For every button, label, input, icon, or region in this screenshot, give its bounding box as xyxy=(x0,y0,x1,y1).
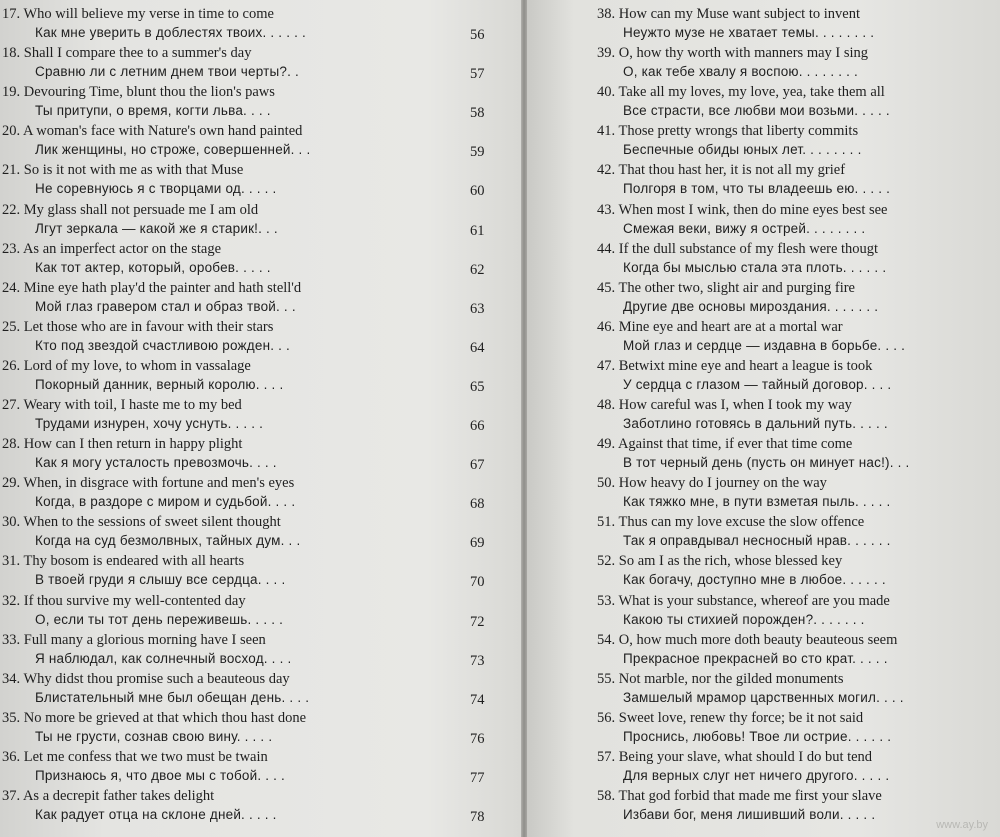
toc-entry xyxy=(0,318,521,358)
sonnet-first-line: 27. Weary with toil, I haste me to my bed xyxy=(2,397,242,413)
toc-entry xyxy=(527,552,1000,592)
toc-entry xyxy=(0,357,521,397)
toc-entry xyxy=(0,631,521,671)
toc-entry xyxy=(0,748,521,788)
toc-entry xyxy=(527,5,1000,45)
sonnet-first-line: 48. How careful was I, when I took my way xyxy=(597,397,852,413)
toc-entry xyxy=(0,240,521,280)
translation-first-line: Для верных слуг нет ничего другого. . . . . xyxy=(623,767,890,783)
page-number: 61 xyxy=(470,222,485,239)
sonnet-first-line: 56. Sweet love, renew thy force; be it not said xyxy=(597,709,864,726)
page-number: 65 xyxy=(470,378,485,395)
toc-entry xyxy=(527,122,1000,162)
page-number: 63 xyxy=(470,300,485,317)
sonnet-first-line: 40. Take all my loves, my love, yea, take them all xyxy=(597,84,885,101)
sonnet-first-line: 23. As an imperfect actor on the stage xyxy=(2,240,222,257)
page-number: 69 xyxy=(470,535,485,552)
page-number: 57 xyxy=(470,66,485,83)
toc-entry xyxy=(527,670,1000,710)
sonnet-first-line: 39. O, how thy worth with manners may I sing xyxy=(597,45,869,62)
sonnet-first-line: 29. When, in disgrace with fortune and men's eyes xyxy=(2,475,295,492)
translation-first-line: Смежая веки, вижу я острей. . . . . . . . xyxy=(623,220,866,236)
translation-first-line: Покорный данник, верный королю. . . . xyxy=(35,376,284,392)
translation-first-line: Когда бы мыслью стала эта плоть. . . . . . xyxy=(623,259,887,275)
translation-first-line: Ты не грусти, сознав свою вину. . . . . xyxy=(35,728,273,744)
translation-first-line: Заботлино готовясь в дальний путь. . . . . xyxy=(623,416,888,431)
sonnet-first-line: 38. How can my Muse want subject to invent xyxy=(597,6,860,22)
translation-first-line: Трудами изнурен, хочу уснуть. . . . . xyxy=(35,416,264,431)
translation-first-line: Как богачу, доступно мне в любое. . . . . . xyxy=(623,572,886,588)
translation-first-line: О, как тебе хвалу я воспою. . . . . . . . xyxy=(623,64,858,80)
sonnet-first-line: 30. When to the sessions of sweet silent thought xyxy=(2,514,281,531)
page-number: 76 xyxy=(470,730,485,747)
page-number: 64 xyxy=(470,339,485,356)
toc-entry xyxy=(527,435,1000,475)
translation-first-line: Сравню ли с летним днем твои черты?. . xyxy=(35,64,299,80)
page-number: 73 xyxy=(470,652,485,669)
translation-first-line: Как тот актер, который, оробев. . . . . xyxy=(35,259,271,275)
translation-first-line: Когда, в раздоре с миром и судьбой. . . . xyxy=(35,494,296,510)
toc-entry xyxy=(0,5,521,45)
toc-entry xyxy=(527,787,1000,827)
toc-entry xyxy=(527,748,1000,788)
sonnet-first-line: 25. Let those who are in favour with their stars xyxy=(2,318,274,335)
sonnet-first-line: 24. Mine eye hath play'd the painter and hath stell'd xyxy=(2,279,302,296)
sonnet-first-line: 44. If the dull substance of my flesh were thougt xyxy=(597,240,879,257)
translation-first-line: Мой глаз гравером стал и образ твой. . . xyxy=(35,298,296,314)
page-number: 72 xyxy=(470,613,485,630)
sonnet-first-line: 53. What is your substance, whereof are you made xyxy=(597,592,890,609)
translation-first-line: Блистательный мне был обещан день. . . . xyxy=(35,689,310,705)
translation-first-line: В твоей груди я слышу все сердца. . . . xyxy=(35,572,286,588)
translation-first-line: У сердца с глазом — тайный договор. . . . xyxy=(623,376,892,392)
sonnet-first-line: 55. Not marble, nor the gilded monuments xyxy=(597,670,844,687)
right-page xyxy=(527,0,1000,837)
toc-entry xyxy=(0,787,521,827)
translation-first-line: Как радует отца на склоне дней. . . . . xyxy=(35,807,277,822)
sonnet-first-line: 52. So am I as the rich, whose blessed key xyxy=(597,553,843,570)
toc-entry xyxy=(527,318,1000,358)
toc-entry xyxy=(527,631,1000,671)
toc-entry xyxy=(527,279,1000,319)
sonnet-first-line: 33. Full many a glorious morning have I seen xyxy=(2,631,266,648)
page-number: 59 xyxy=(470,144,485,161)
sonnet-first-line: 28. How can I then return in happy plight xyxy=(2,436,243,453)
sonnet-first-line: 45. The other two, slight air and purging fire xyxy=(597,279,855,296)
toc-entry xyxy=(527,709,1000,749)
page-number: 58 xyxy=(470,105,485,122)
translation-first-line: Другие две основы мироздания. . . . . . . xyxy=(623,298,879,314)
page-number: 74 xyxy=(470,691,485,708)
sonnet-first-line: 31. Thy bosom is endeared with all hearts xyxy=(2,553,245,570)
sonnet-first-line: 32. If thou survive my well-contented day xyxy=(2,592,246,609)
sonnet-first-line: 37. As a decrepit father takes delight xyxy=(2,788,215,804)
toc-entry xyxy=(0,709,521,749)
toc-entry xyxy=(0,161,521,201)
sonnet-first-line: 35. No more be grieved at that which thou hast done xyxy=(2,709,307,726)
toc-entry xyxy=(527,592,1000,632)
page-number: 78 xyxy=(470,809,485,825)
toc-entry xyxy=(527,474,1000,514)
toc-entry xyxy=(0,122,521,162)
watermark: www.ay.by xyxy=(936,819,988,831)
sonnet-first-line: 47. Betwixt mine eye and heart a league is took xyxy=(597,357,873,374)
toc-entry xyxy=(527,240,1000,280)
translation-first-line: Так я оправдывал несносный нрав. . . . . . xyxy=(623,533,891,549)
page-number: 77 xyxy=(470,769,485,786)
translation-first-line: Я наблюдал, как солнечный восход. . . . xyxy=(35,650,292,666)
toc-entry xyxy=(0,474,521,514)
translation-first-line: Признаюсь я, что двое мы с тобой. . . . xyxy=(35,767,285,783)
sonnet-first-line: 20. A woman's face with Nature's own hand painted xyxy=(2,123,303,140)
sonnet-first-line: 58. That god forbid that made me first your slave xyxy=(597,788,882,804)
toc-entry xyxy=(527,83,1000,123)
translation-first-line: Все страсти, все любви мои возьми. . . . . xyxy=(623,103,890,119)
toc-entry xyxy=(0,83,521,123)
sonnet-first-line: 42. That thou hast her, it is not all my grief xyxy=(597,162,846,179)
translation-first-line: Неужто музе не хватает темы. . . . . . . . xyxy=(623,25,875,40)
translation-first-line: В тот черный день (пусть он минует нас!). . . xyxy=(623,455,910,471)
toc-entry xyxy=(0,396,521,436)
page-number: 70 xyxy=(470,574,485,591)
sonnet-first-line: 21. So is it not with me as with that Muse xyxy=(2,162,244,179)
sonnet-first-line: 41. Those pretty wrongs that liberty commits xyxy=(597,123,859,140)
toc-entry xyxy=(527,161,1000,201)
toc-entry xyxy=(0,435,521,475)
toc-entry xyxy=(0,279,521,319)
sonnet-first-line: 50. How heavy do I journey on the way xyxy=(597,475,827,492)
sonnet-first-line: 22. My glass shall not persuade me I am old xyxy=(2,201,259,218)
toc-entry xyxy=(527,201,1000,241)
translation-first-line: Мой глаз и сердце — издавна в борьбе. . . . xyxy=(623,337,906,353)
translation-first-line: Беспечные обиды юных лет. . . . . . . . xyxy=(623,142,862,158)
sonnet-first-line: 46. Mine eye and heart are at a mortal war xyxy=(597,318,843,335)
translation-first-line: Проснись, любовь! Твое ли острие. . . . . . xyxy=(623,728,892,744)
translation-first-line: О, если ты тот день переживешь. . . . . xyxy=(35,611,284,627)
page-number: 66 xyxy=(470,418,485,434)
page-number: 67 xyxy=(470,457,485,474)
translation-first-line: Не соревнуюсь я с творцами од. . . . . xyxy=(35,181,277,197)
sonnet-first-line: 43. When most I wink, then do mine eyes best see xyxy=(597,201,888,218)
toc-entry xyxy=(527,513,1000,553)
toc-entry xyxy=(0,201,521,241)
sonnet-first-line: 34. Why didst thou promise such a beauteous day xyxy=(2,670,290,687)
translation-first-line: Полгоря в том, что ты владеешь ею. . . . . xyxy=(623,181,891,197)
translation-first-line: Лгут зеркала — какой же я старик!. . . xyxy=(35,220,278,236)
sonnet-first-line: 18. Shall I compare thee to a summer's day xyxy=(2,45,252,62)
toc-entry xyxy=(527,44,1000,84)
toc-entry xyxy=(0,44,521,84)
sonnet-first-line: 57. Being your slave, what should I do but tend xyxy=(597,748,873,765)
sonnet-first-line: 36. Let me confess that we two must be twain xyxy=(2,748,268,765)
toc-entry xyxy=(0,592,521,632)
toc-entry xyxy=(0,552,521,592)
toc-entry xyxy=(527,396,1000,436)
translation-first-line: Какою ты стихией порожден?. . . . . . . xyxy=(623,611,865,627)
translation-first-line: Прекрасное прекрасней во сто крат. . . . . xyxy=(623,650,888,666)
translation-first-line: Как я могу усталость превозмочь. . . . xyxy=(35,455,277,471)
page-number: 56 xyxy=(470,27,485,43)
translation-first-line: Избави бог, меня лишивший воли. . . . . xyxy=(623,807,876,822)
translation-first-line: Замшелый мрамор царственных могил. . . . xyxy=(623,689,904,705)
page-number: 60 xyxy=(470,183,485,200)
translation-first-line: Лик женщины, но строже, совершенней. . . xyxy=(35,142,311,158)
page-number: 68 xyxy=(470,496,485,513)
translation-first-line: Как тяжко мне, в пути взметая пыль. . . . . xyxy=(623,494,891,510)
toc-entry xyxy=(527,357,1000,397)
toc-entry xyxy=(0,670,521,710)
sonnet-first-line: 17. Who will believe my verse in time to come xyxy=(2,6,274,22)
translation-first-line: Ты притупи, о время, когти льва. . . . xyxy=(35,103,271,119)
toc-entry xyxy=(0,513,521,553)
translation-first-line: Как мне уверить в доблестях твоих. . . . . . xyxy=(35,25,306,40)
sonnet-first-line: 49. Against that time, if ever that time come xyxy=(597,436,853,453)
sonnet-first-line: 26. Lord of my love, to whom in vassalage xyxy=(2,357,251,374)
sonnet-first-line: 19. Devouring Time, blunt thou the lion's paws xyxy=(2,84,275,101)
page-number: 62 xyxy=(470,261,485,278)
sonnet-first-line: 51. Thus can my love excuse the slow offence xyxy=(597,514,865,531)
translation-first-line: Когда на суд безмолвных, тайных дум. . . xyxy=(35,533,301,549)
translation-first-line: Кто под звездой счастливою рожден. . . xyxy=(35,337,290,353)
sonnet-first-line: 54. O, how much more doth beauty beauteous seem xyxy=(597,631,898,648)
